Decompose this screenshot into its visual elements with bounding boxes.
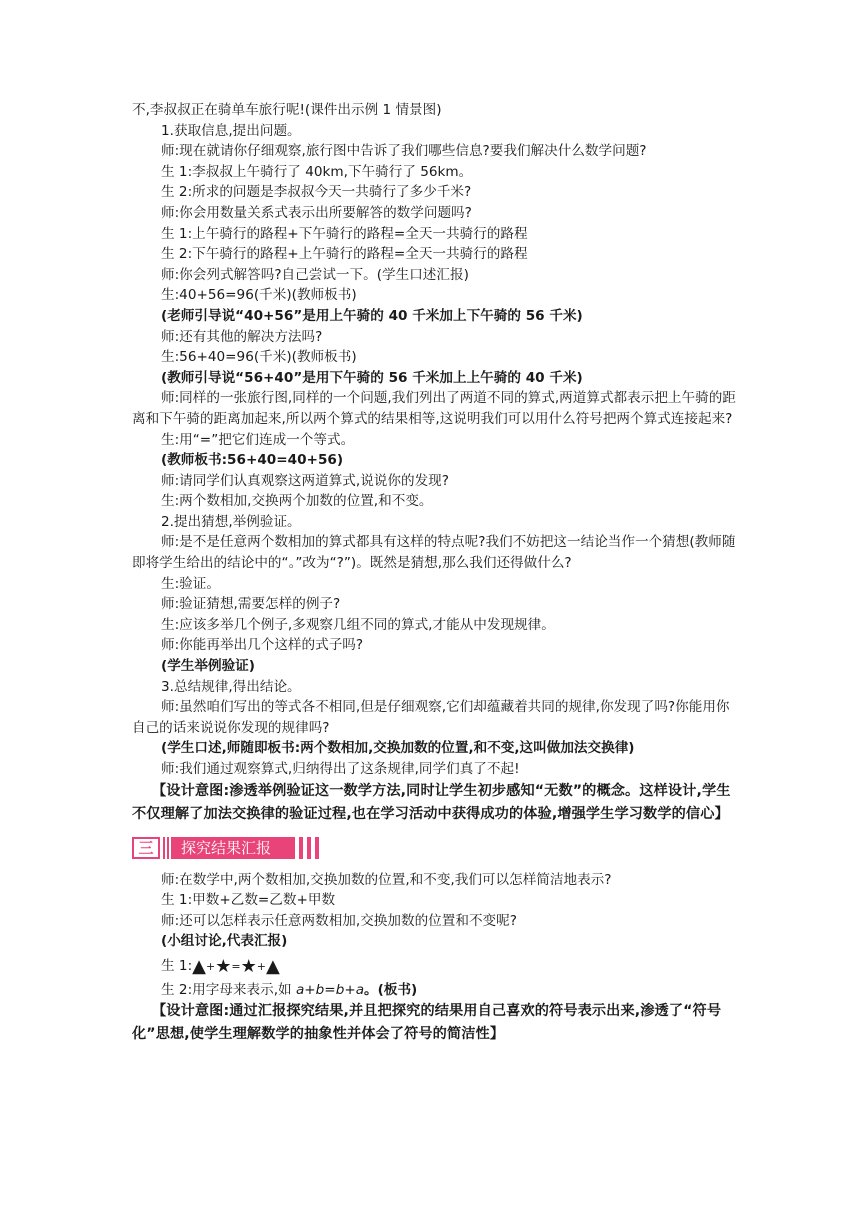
text-line: 生:验证。 xyxy=(161,575,220,592)
star-icon: ★ xyxy=(240,955,257,977)
text-line: 生 1:上午骑行的路程+下午骑行的路程=全天一共骑行的路程 xyxy=(161,225,528,242)
section-title: 探究结果汇报 xyxy=(171,837,295,859)
text-line: 不,李叔叔正在骑单车旅行呢!(课件出示例 1 情景图) xyxy=(132,102,442,118)
text-line: 师:还可以怎样表示任意两数相加,交换加数的位置和不变呢? xyxy=(161,912,517,929)
section-header xyxy=(132,836,737,860)
star-icon: ★ xyxy=(215,955,232,977)
equals-sign: = xyxy=(231,959,241,973)
text-line: 生 1:李叔叔上午骑行了 40km,下午骑行了 56km。 xyxy=(161,163,473,180)
step-heading: 1.获取信息,提出问题。 xyxy=(161,122,301,139)
text-line: 生:56+40=96(千米)(教师板书) xyxy=(161,349,357,366)
text-line: 生:两个数相加,交换两个加数的位置,和不变。 xyxy=(161,493,433,510)
triangle-icon: ▲ xyxy=(192,955,206,977)
text-line: 生:40+56=96(千米)(教师板书) xyxy=(161,287,357,304)
text-line: 生:应该多举几个例子,多观察几组不同的算式,才能从中发现规律。 xyxy=(161,616,555,633)
text-line: 生:用“=”把它们连成一个等式。 xyxy=(161,431,355,448)
step-heading: 2.提出猜想,举例验证。 xyxy=(161,513,301,530)
text-line: 生 2:所求的问题是李叔叔今天一共骑行了多少千米? xyxy=(161,184,472,201)
step-heading: 3.总结规律,得出结论。 xyxy=(161,678,301,695)
text-line: 师:你能再举出几个这样的式子吗? xyxy=(161,637,364,654)
text-line: 师:在数学中,两个数相加,交换加数的位置,和不变,我们可以怎样简洁地表示? xyxy=(161,871,612,888)
text-line: (老师引导说“40+56”是用上午骑的 40 千米加上下午骑的 56 千米) xyxy=(161,307,583,324)
text-line: 师:我们通过观察算式,归纳得出了这条规律,同学们真了不起! xyxy=(161,761,520,777)
text-line: 师:你会用数量关系式表示出所要解答的数学问题吗? xyxy=(161,204,472,221)
letter-formula: a+b=b+a xyxy=(295,981,365,998)
plus-sign: + xyxy=(206,959,216,973)
section-number: 三 xyxy=(132,837,160,859)
text-line: (学生口述,师随即板书:两个数相加,交换加数的位置,和不变,这叫做加法交换律) xyxy=(161,740,635,757)
text-line: 生 2:下午骑行的路程+上午骑行的路程=全天一共骑行的路程 xyxy=(161,246,528,263)
document-page xyxy=(132,100,737,1046)
text-line: (教师引导说“56+40”是用下午骑的 56 千米加上上午骑的 40 千米) xyxy=(161,369,583,386)
text-line: 师:现在就请你仔细观察,旅行图中告诉了我们哪些信息?要我们解决什么数学问题? xyxy=(161,143,647,160)
text-line xyxy=(132,980,737,1001)
paragraph: 师:虽然咱们写出的等式各不相同,但是仔细观察,它们却蕴藏着共同的规律,你发现了吗?你能用你自己的话来说说你发现的规律吗? xyxy=(132,699,730,736)
text-line: 师:还有其他的解决方法吗? xyxy=(161,328,323,345)
text-line: (小组讨论,代表汇报) xyxy=(161,933,288,950)
text-line: (教师板书:56+40=40+56) xyxy=(161,452,344,469)
text-line: 生 1:甲数+乙数=乙数+甲数 xyxy=(161,892,336,909)
text-line: 师:验证猜想,需要怎样的例子? xyxy=(161,596,341,613)
text-segment: 生 2:用字母来表示,如 xyxy=(161,981,296,998)
paragraph: 师:同样的一张旅行图,同样的一个问题,我们列出了两道不同的算式,两道算式都表示把上午骑的距离和下午骑的距离加起来,所以两个算式的结果相等,这说明我们可以用什么符号把两个算式连接起来? xyxy=(132,390,736,427)
triangle-icon: ▲ xyxy=(265,955,280,977)
section-decoration xyxy=(299,837,319,859)
symbol-equation-line xyxy=(132,956,737,978)
section-decoration xyxy=(163,837,169,859)
design-intent-note: 【设计意图:渗透举例验证这一数学方法,同时让学生初步感知“无数”的概念。这样设计,学生不仅理解了加法交换律的验证过程,也在学习活动中获得成功的体验,增强学生学习数学的信心】 xyxy=(132,782,731,822)
text-segment: 。(板书) xyxy=(364,981,418,998)
design-intent-note: 【设计意图:通过汇报探究结果,并且把探究的结果用自己喜欢的符号表示出来,渗透了“符号化”思想,使学生理解数学的抽象性并体会了符号的简洁性】 xyxy=(132,1003,722,1043)
text-line: 师:你会列式解答吗?自己尝试一下。(学生口述汇报) xyxy=(161,266,469,283)
plus-sign: + xyxy=(256,959,266,973)
paragraph: 师:是不是任意两个数相加的算式都具有这样的特点呢?我们不妨把这一结论当作一个猜想(教师随即将学生给出的结论中的“。”改为“?”)。既然是猜想,那么我们还得做什么? xyxy=(132,534,736,572)
text-line: 师:请同学们认真观察这两道算式,说说你的发现? xyxy=(161,472,449,489)
text-line: (学生举例验证) xyxy=(161,658,255,675)
speaker-label: 生 1: xyxy=(161,957,193,974)
